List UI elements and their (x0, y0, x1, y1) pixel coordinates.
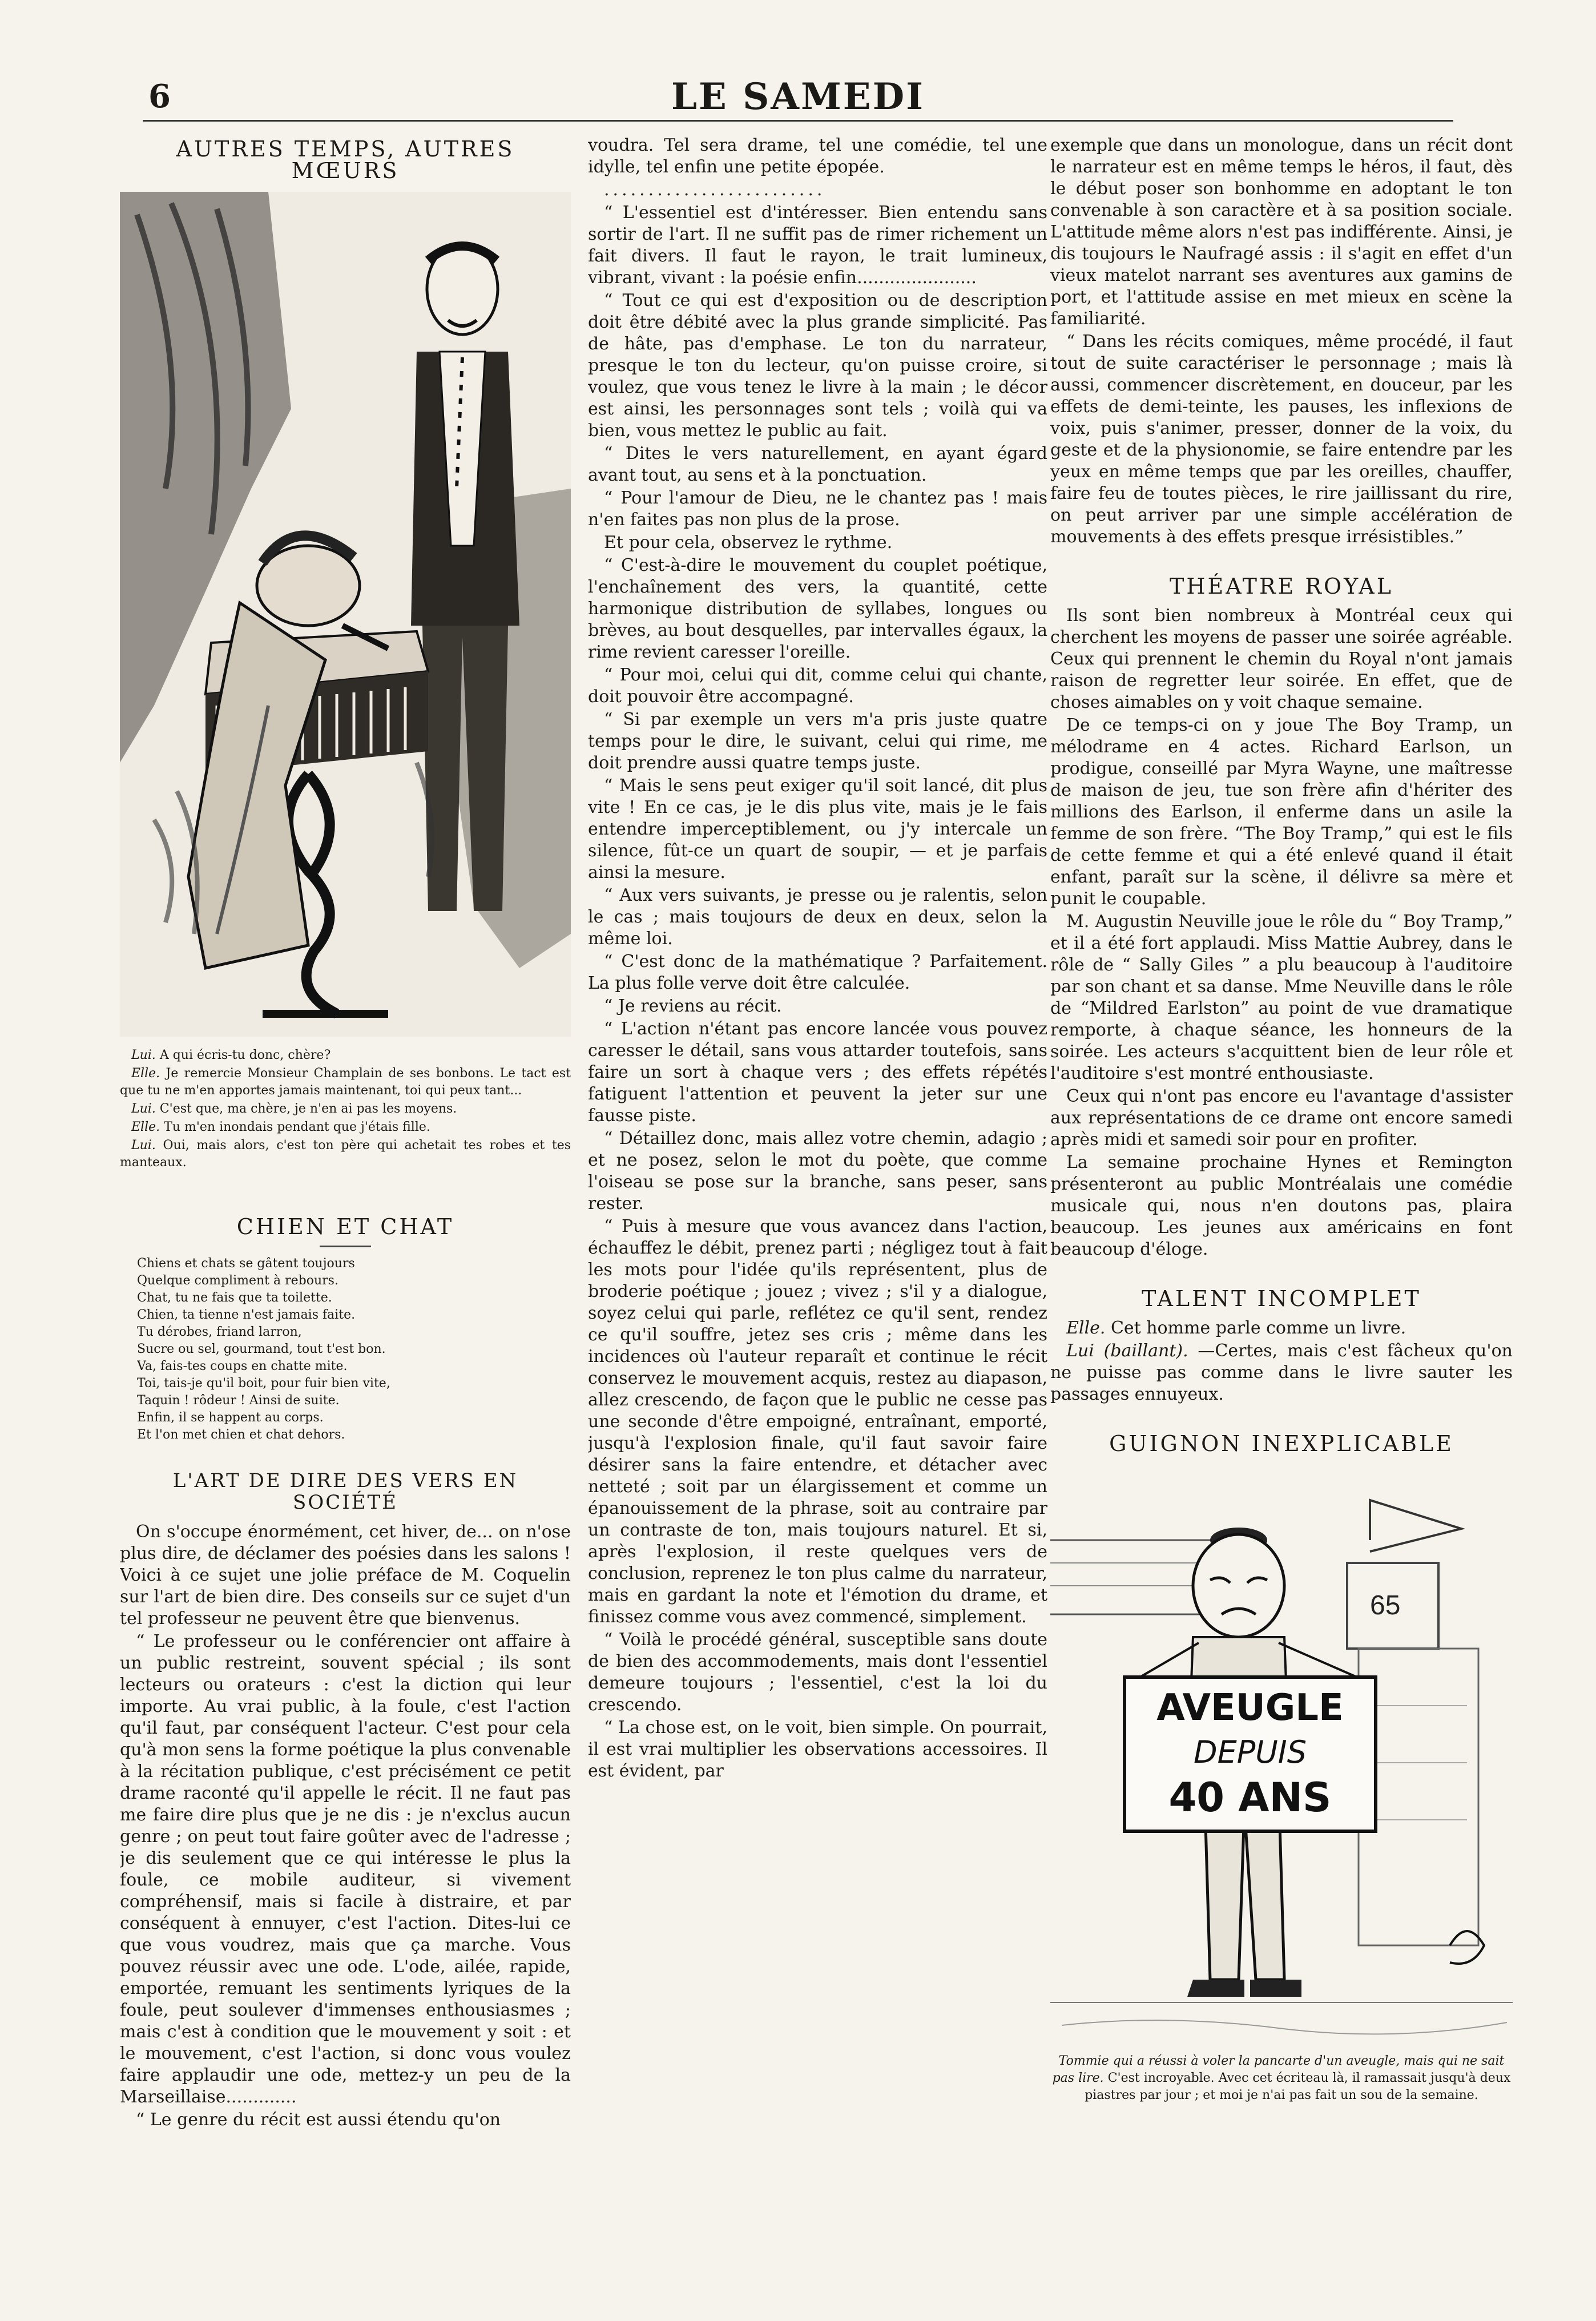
sign-line-2: DEPUIS (1194, 1734, 1307, 1770)
art-paragraph: “ Voilà le procédé général, susceptible sans doute de bien des accommodements, mais dont l'essentiel demeure toujours ; l'essentiel, c'est la loi du crescendo. (588, 1630, 1047, 1715)
art-paragraph: exemple que dans un monologue, dans un récit dont le narrateur est en même temps le héros, il faut, dès le début poser son bonhomme en adoptant le ton convenable à son caractère et à sa position sociale. L'attitude même alors n'est pas indifférente. Ainsi, je dis toujours le Naufragé assis : il s'agit en effet d'un vieux matelot narrant ses aventures aux gamins de port, et l'attitude assise en met mieux en scène la familiarité. (1050, 135, 1513, 329)
art-paragraph: “ Puis à mesure que vous avancez dans l'action, échauffez le débit, prenez parti ; négligez tout à fait les mots pour l'idée qu'ils représentent, plus de broderie poétique ; jouez ; vivez ; s'il y a dialogue, soyez celui qui parle, reflétez ce qu'il sent, rendez ce qu'il souffre, jetez ses cris ; même dans les incidences où l'auteur reparaît et continue le récit conservez le mouvement acquis, restez au diapason, allez crescendo, de façon que le public ne cesse pas une seconde d'être empoigné, entraînant, emporté, jusqu'à l'explosion finale, qu'il faut savoir faire désirer sans la faire entendre, et détacher avec netteté ; soit par un élargissement et comme un épanouissement de la phrase, soit au contraire par un contraste de ton, mais toujours naturel. Et si, après l'explosion, il reste quelques vers de conclusion, reprenez le ton plus calme du narrateur, mais en gardant la note et l'émotion du drame, et finissez comme vous avez commencé, simplement. (588, 1216, 1047, 1627)
column-2 (588, 135, 1047, 2304)
art-paragraph: “ C'est donc de la mathématique ? Parfaitement. La plus folle verve doit être calculée. (588, 952, 1047, 993)
poem-line: Taquin ! rôdeur ! Ainsi de suite. (137, 1393, 340, 1408)
sign-line-1: AVEUGLE (1156, 1687, 1344, 1729)
art-paragraph: Et pour cela, observez le rythme. (604, 533, 893, 553)
theatre-paragraph: M. Augustin Neuville joue le rôle du “ Boy Tramp,” et il a été fort applaudi. Miss Mattie Aubrey, dans le rôle de “ Sally Giles ” a plu beaucoup à l'auditoire par son chant et sa danse. Mme Neuville dans le rôle de “Mildred Earlston” au point de vue dramatique remporte, à chaque séance, les honneurs de la soirée. Les acteurs s'acquittent bien de leur rôle et l'auditoire s'est montré enthousiaste. (1050, 912, 1513, 1083)
art-title: L'ART DE DIRE DES VERS EN SOCIÉTÉ (172, 1469, 518, 1514)
art-paragraph: “ Le professeur ou le conférencier ont affaire à un public restreint, souvent spécial ; ils sont lecteurs ou orateurs : c'est la diction qui leur importe. Au vrai public, à la foule, c'est l'action qu'il faut, par conséquent l'acteur. C'est pour cela qu'à mon sens la forme poétique la plus convenable à la récitation publique, c'est précisément ce petit drame raconté qu'il appelle le récit. Il ne faut pas me faire dire plus que je ne dis : je n'exclus aucun genre ; on peut tout faire goûter avec de l'adresse ; je dis seulement que ce qui intéresse le plus la foule, ce mobile auditeur, si vivement compréhensif, mais si facile à distraire, et par conséquent à ennuyer, c'est l'action. Dites-lui ce que vous voudrez, mais que ça marche. Vous pouvez réussir avec une ode. L'ode, ailée, rapide, emportée, remuant les sentiments lyriques de la foule, peut soulever d'immenses enthousiasmes ; mais c'est à condition que le mouvement y soit : et le mouvement, c'est l'action, si donc vous voulez faire applaudir une ode, mettez-y un peu de la Marseillaise............. (120, 1631, 571, 2107)
header-rule (143, 120, 1453, 122)
chien-title: CHIEN ET CHAT (236, 1214, 454, 1239)
art-paragraph: “ C'est-à-dire le mouvement du couplet poétique, l'enchaînement des vers, la quantité, cette harmonique distribution de syllabes, longues ou brèves, au bout desquelles, par intervalles égaux, la rime revient caresser l'oreille. (588, 555, 1047, 662)
theatre-paragraph: Ceux qui n'ont pas encore eu l'avantage d'assister aux représentations de ce drame ont encore samedi après midi et samedi soir pour en profiter. (1050, 1086, 1513, 1150)
art-paragraph: “ L'action n'étant pas encore lancée vous pouvez caresser le détail, sans vous attarder toutefois, sans faire un sort à chaque vers ; des effets répétés fatiguent l'attention et peuvent la jeter sur une fausse piste. (588, 1019, 1047, 1126)
chien-rule (320, 1246, 371, 1247)
art-paragraph: “ Aux vers suivants, je presse ou je ralentis, selon le cas ; mais toujours de deux en deux, selon la même loi. (588, 885, 1047, 949)
guignon-caption (1050, 2053, 1513, 2104)
caption-line: Elle. Tu m'en inondais pendant que j'étais fille. (131, 1120, 430, 1134)
art-paragraph: “ Dites le vers naturellement, en ayant égard avant tout, au sens et à la ponctuation. (588, 444, 1047, 485)
caption-line: Elle. Je remercie Monsieur Champlain de ses bonbons. Le tact est que tu ne m'en apportes jamais maintenant, toi qui peux tant... (120, 1066, 571, 1098)
caption-line: Lui. C'est que, ma chère, je n'en ai pas les moyens. (131, 1102, 457, 1116)
caption-italic: Tommie qui a réussi à voler la pancarte d'un aveugle, mais qui ne sait pas lire. (1052, 2054, 1505, 2085)
column-1 (120, 135, 571, 2304)
poem-line: Enfin, il se happent au corps. (137, 1411, 324, 1425)
autres-caption (120, 1047, 571, 1171)
art-paragraph: On s'occupe énormément, cet hiver, de... on n'ose plus dire, de déclamer des poésies dans les salons ! Voici à ce sujet une jolie préface de M. Coquelin sur l'art de bien dire. Des conseils sur ce sujet d'un tel professeur ne peuvent être que bienvenus. (120, 1522, 571, 1629)
page-number: 6 (148, 78, 171, 115)
couple-writing-illustration (120, 192, 571, 1037)
art-paragraph: “ La chose est, on le voit, bien simple. On pourrait, il est vrai multiplier les observations accessoires. Il est évident, par (588, 1718, 1047, 1781)
blind-beggar-cartoon (1050, 1466, 1513, 2042)
theatre-paragraph: Ils sont bien nombreux à Montréal ceux qui cherchent les moyens de passer une soirée agréable. Ceux qui prennent le chemin du Royal n'ont jamais raison de regretter leur soirée. En effet, que de choses aimables on y voit chaque semaine. (1050, 606, 1513, 712)
chien-poem (120, 1255, 571, 1444)
art-paragraph: “ Dans les récits comiques, même procédé, il faut tout de suite caractériser le personnage ; mais là aussi, commencer discrètement, en douceur, par les effets de demi-teinte, les pauses, les inflexions de voix, puis s'animer, presser, donner de la voix, du geste et de la physionomie, se faire entendre par les yeux en même temps que par les oreilles, chauffer, faire feu de toutes pièces, le rire jaillissant du rire, on peut arriver par une simple accélération de mouvements à des effets presque irrésistibles.” (1050, 332, 1513, 547)
masthead-title: LE SAMEDI (671, 75, 925, 118)
caption-line: Lui. Oui, mais alors, c'est ton père qui achetait tes robes et tes manteaux. (120, 1138, 571, 1170)
poem-line: Chien, ta tienne n'est jamais faite. (137, 1308, 356, 1322)
caption-line: Lui. A qui écris-tu donc, chère? (131, 1048, 331, 1062)
theatre-paragraph: De ce temps-ci on y joue The Boy Tramp, un mélodrame en 4 actes. Richard Earlson, un prodigue, conseillé par Myra Wayne, une maîtresse de maison de jeu, tue son frère afin d'hériter des millions des Earlson, il enferme dans un asile la femme de son frère. “The Boy Tramp,” qui est le fils de cette femme et qui a été enlevé quand il était enfant, paraît sur la scène, il délivre sa mère et punit le coupable. (1050, 715, 1513, 909)
caption-rest: C'est incroyable. Avec cet écriteau là, il ramassait jusqu'à deux piastres par jour ; et moi je n'ai pas fait un sou de la semaine. (1085, 2071, 1511, 2102)
poem-line: Tu dérobes, friand larron, (137, 1325, 302, 1339)
page-header (0, 73, 1596, 124)
art-paragraph: “ Mais le sens peut exiger qu'il soit lancé, dit plus vite ! En ce cas, je le dis plus vite, mais je le fais entendre imperceptiblement, ou j'y intercale un silence, fût-ce un quart de soupir, — et je parfais ainsi la mesure. (588, 776, 1047, 883)
art-paragraph: “ Détaillez donc, mais allez votre chemin, adagio ; et ne posez, selon le mot du poète, que comme l'oiseau se pose sur la branche, sans peser, sans rester. (588, 1129, 1047, 1214)
poem-line: Chiens et chats se gâtent toujours (137, 1256, 355, 1271)
poem-line: Toi, tais-je qu'il boit, pour fuir bien vite, (137, 1376, 390, 1391)
theatre-paragraph: La semaine prochaine Hynes et Remington présenteront au public Montréalais une comédie musicale qui, nous n'en doutons pas, plaira beaucoup. Les jeunes aux américains en font beaucoup d'éloge. (1050, 1153, 1513, 1259)
poem-line: Chat, tu ne fais que ta toilette. (137, 1291, 332, 1305)
art-paragraph: “ Si par exemple un vers m'a pris juste quatre temps pour le dire, le suivant, celui qui rime, me doit prendre aussi quatre temps juste. (588, 710, 1047, 773)
art-paragraph: “ Pour moi, celui qui dit, comme celui qui chante, doit pouvoir être accompagné. (588, 665, 1047, 707)
art-paragraph: “ Le genre du récit est aussi étendu qu'on (136, 2110, 501, 2130)
theatre-title: THÉATRE ROYAL (1170, 574, 1393, 599)
talent-line: Elle. Cet homme parle comme un livre. (1066, 1318, 1406, 1338)
dot-leader: ......................... (604, 180, 826, 200)
column-3 (1050, 135, 1513, 2304)
door-number: 65 (1370, 1590, 1401, 1621)
talent-title: TALENT INCOMPLET (1142, 1286, 1421, 1311)
autres-title: AUTRES TEMPS, AUTRES MŒURS (176, 136, 515, 183)
poem-line: Et l'on met chien et chat dehors. (137, 1428, 345, 1442)
art-paragraph: “ Tout ce qui est d'exposition ou de description doit être débité avec la plus grande simplicité. Pas de hâte, pas d'emphase. Le ton du narrateur, presque le ton du lecteur, qu'on puisse croire, si voulez, que vous tenez le livre à la main ; le décor est ainsi, les personnages sont tels ; voilà qui va bien, vous mettez le public au fait. (588, 291, 1047, 441)
poem-line: Va, fais-tes coups en chatte mite. (137, 1359, 348, 1373)
art-paragraph: “ Pour l'amour de Dieu, ne le chantez pas ! mais n'en faites pas non plus de la prose. (588, 488, 1047, 530)
art-paragraph: “ L'essentiel est d'intéresser. Bien entendu sans sortir de l'art. Il ne suffit pas de rimer richement un fait divers. Il faut le rayon, le trait lumineux, vibrant, vivant : la poésie enfin...................... (588, 203, 1047, 288)
poem-line: Quelque compliment à rebours. (137, 1274, 338, 1288)
talent-line: Lui (baillant). —Certes, mais c'est fâcheux qu'on ne puisse pas comme dans le livre sauter les passages ennuyeux. (1050, 1341, 1513, 1404)
guignon-title: GUIGNON INEXPLICABLE (1109, 1431, 1454, 1456)
art-paragraph: voudra. Tel sera drame, tel une comédie, tel une idylle, tel enfin une petite épopée. (588, 135, 1047, 177)
poem-line: Sucre ou sel, gourmand, tout t'est bon. (137, 1342, 386, 1356)
art-paragraph: “ Je reviens au récit. (604, 996, 782, 1016)
sign-line-3: 40 ANS (1168, 1774, 1332, 1821)
